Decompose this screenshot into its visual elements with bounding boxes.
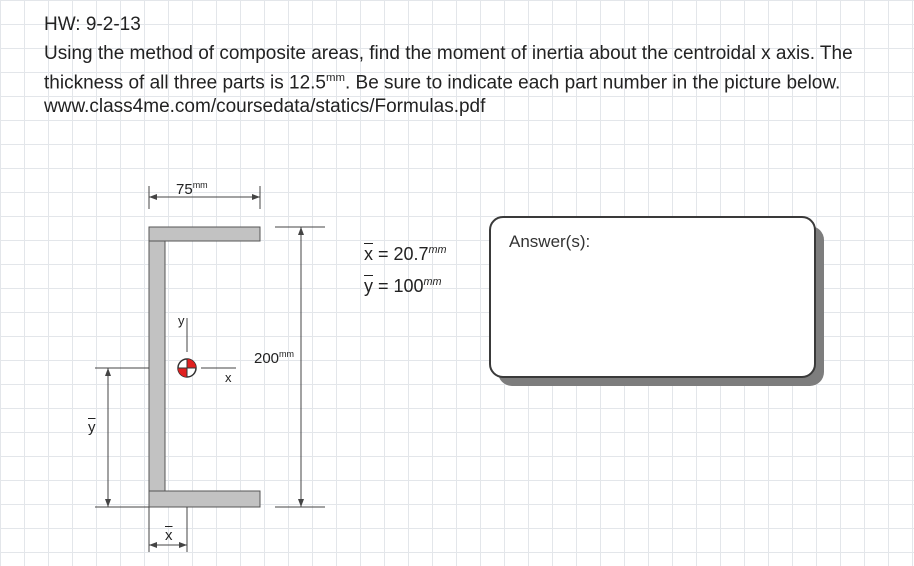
ybar-result: $\overline{y} = 100^{mm}$ [364, 276, 442, 296]
height-label: $200^{mm}$ [254, 349, 295, 367]
web [149, 241, 165, 491]
height-arrow-bottom [298, 499, 304, 507]
x-axis-label: x [225, 370, 232, 385]
ybar-arrow-bottom [105, 499, 111, 507]
xbar-arrow-left [149, 542, 157, 548]
homework-number: HW: 9-2-13 [44, 14, 141, 35]
ybar-label: $\overline{y}$ [88, 419, 96, 436]
height-arrow-top [298, 227, 304, 235]
answer-box[interactable] [489, 216, 816, 378]
width-label: $75^{mm}$ [176, 180, 208, 198]
width-arrow-right [252, 194, 260, 200]
xbar-label: $\overline{x}$ [165, 527, 173, 544]
ybar-arrow-top [105, 368, 111, 376]
xbar-result: $\overline{x} = 20.7^{mm}$ [364, 244, 447, 264]
xbar-arrow-right [179, 542, 187, 548]
bottom-flange [149, 491, 260, 507]
top-flange [149, 227, 260, 241]
thickness-unit: mm [325, 72, 345, 84]
y-axis-label: y [178, 313, 185, 328]
width-arrow-left [149, 194, 157, 200]
problem-statement: Using the method of composite areas, find the moment of inertia about the centroidal x axis. The thickness of all three parts is $12.5^{mm}$. Be sure to indicate each part number in the picture below. www.class4me.com/coursedata/statics/Formulas.pdf [44, 43, 853, 118]
centroid-marker [178, 359, 196, 377]
answer-label: Answer(s): [509, 232, 591, 251]
